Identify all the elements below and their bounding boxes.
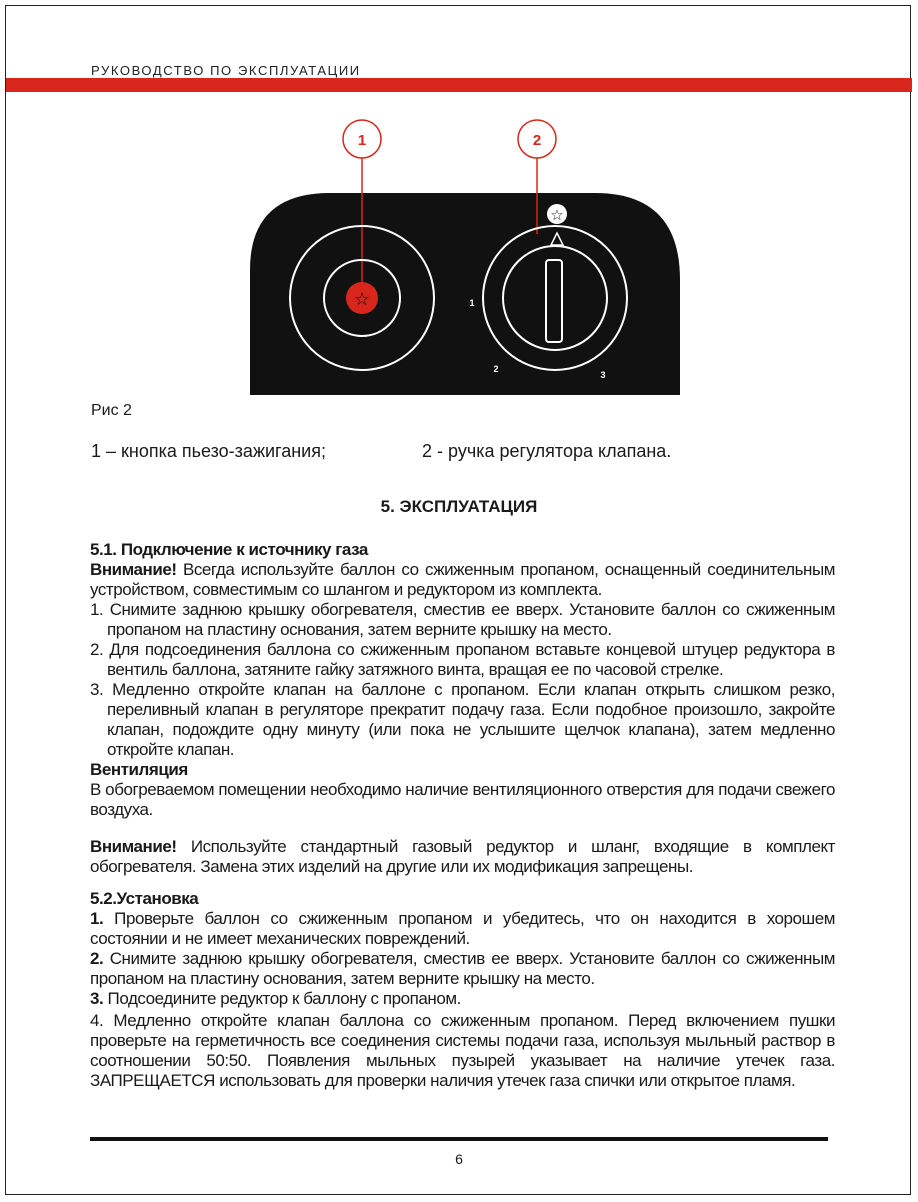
- legend-item-2: 2 - ручка регулятора клапана.: [422, 441, 672, 461]
- header-red-bar: [6, 78, 912, 92]
- control-panel-body: [250, 193, 680, 395]
- item-number: 2.: [90, 949, 104, 968]
- figure-caption: Рис 2: [91, 402, 132, 419]
- item-number: 1.: [90, 909, 104, 928]
- item-text: Подсоедините редуктор к баллону с пропаном.: [103, 989, 461, 1008]
- dial-mark-1: 1: [469, 298, 475, 308]
- star-icon: ☆: [353, 289, 371, 310]
- warning-paragraph-2: [90, 837, 835, 877]
- header-title: РУКОВОДСТВО ПО ЭКСПЛУАТАЦИИ: [91, 63, 361, 78]
- callout-1-label: 1: [357, 132, 367, 149]
- svg-text:☆: ☆: [550, 206, 564, 224]
- subsection-title-5-2: 5.2.Установка: [90, 889, 199, 908]
- ventilation-title: Вентиляция: [90, 760, 188, 779]
- item-text: Снимите заднюю крышку обогревателя, сместив ее вверх. Установите баллон со сжиженным пропаном на пластину основания, затем верните крышку на место.: [90, 949, 835, 988]
- warning-text: Всегда используйте баллон со сжиженным пропаном, оснащенный соединительным устройством, совместимым со шлангом и редуктором из комплекта.: [90, 560, 835, 599]
- list-item: 1. Снимите заднюю крышку обогревателя, сместив ее вверх. Установите баллон со сжиженным пропаном на пластину основания, затем верните крышку на место.: [90, 600, 835, 639]
- dial-mark-2: 2: [493, 364, 499, 374]
- item-text: 4. Медленно откройте клапан баллона со сжиженным пропаном. Перед включением пушки проверьте на герметичность все соединения системы подачи газа, используя мыльный раствор в соотношении 50:50. Появления мыльных пузырей указывает на наличие утечек газа. ЗАПРЕЩАЕТСЯ использовать для проверки наличия утечек газа спички или открытое пламя.: [90, 1011, 835, 1090]
- page-number: 6: [455, 1151, 463, 1167]
- list-item: [90, 909, 835, 949]
- list-item: [90, 989, 835, 1009]
- warning-label: Внимание!: [90, 560, 177, 579]
- warning-text: Используйте стандартный газовый редуктор и шланг, входящие в комплект обогревателя. Замена этих изделий на другие или их модификация запрещены.: [90, 837, 835, 876]
- warning-paragraph: [90, 560, 835, 600]
- warning-label: Внимание!: [90, 837, 177, 856]
- list-item: [90, 1011, 835, 1091]
- section-title: 5. ЭКСПЛУАТАЦИЯ: [380, 497, 538, 516]
- legend-item-1: 1 – кнопка пьезо-зажигания;: [91, 441, 326, 461]
- list-item: 3. Медленно откройте клапан на баллоне с пропаном. Если клапан открыть слишком резко, переливный клапан в регуляторе прекратит подачу газа. Если подобное произошло, закройте клапан, подождите одну минуту (или пока не услышите щелчок клапана), затем медленно откройте клапан.: [90, 680, 835, 759]
- section-body: [90, 540, 835, 1091]
- ventilation-text: В обогреваемом помещении необходимо наличие вентиляционного отверстия для подачи свежего воздуха.: [90, 780, 835, 819]
- footer-rule: [90, 1137, 828, 1141]
- list-item: [90, 949, 835, 989]
- dial-mark-3: 3: [600, 370, 606, 380]
- subsection-title-5-1: 5.1. Подключение к источнику газа: [90, 540, 368, 559]
- figure-control-panel: [240, 110, 680, 400]
- callout-2-label: 2: [532, 132, 542, 149]
- item-text: Проверьте баллон со сжиженным пропаном и убедитесь, что он находится в хорошем состоянии и не имеет механических повреждений.: [90, 909, 835, 948]
- list-item: 2. Для подсоединения баллона со сжиженным пропаном вставьте концевой штуцер редуктора в вентиль баллона, затяните гайку затяжного винта, вращая ее по часовой стрелке.: [90, 640, 835, 679]
- item-number: 3.: [90, 989, 104, 1008]
